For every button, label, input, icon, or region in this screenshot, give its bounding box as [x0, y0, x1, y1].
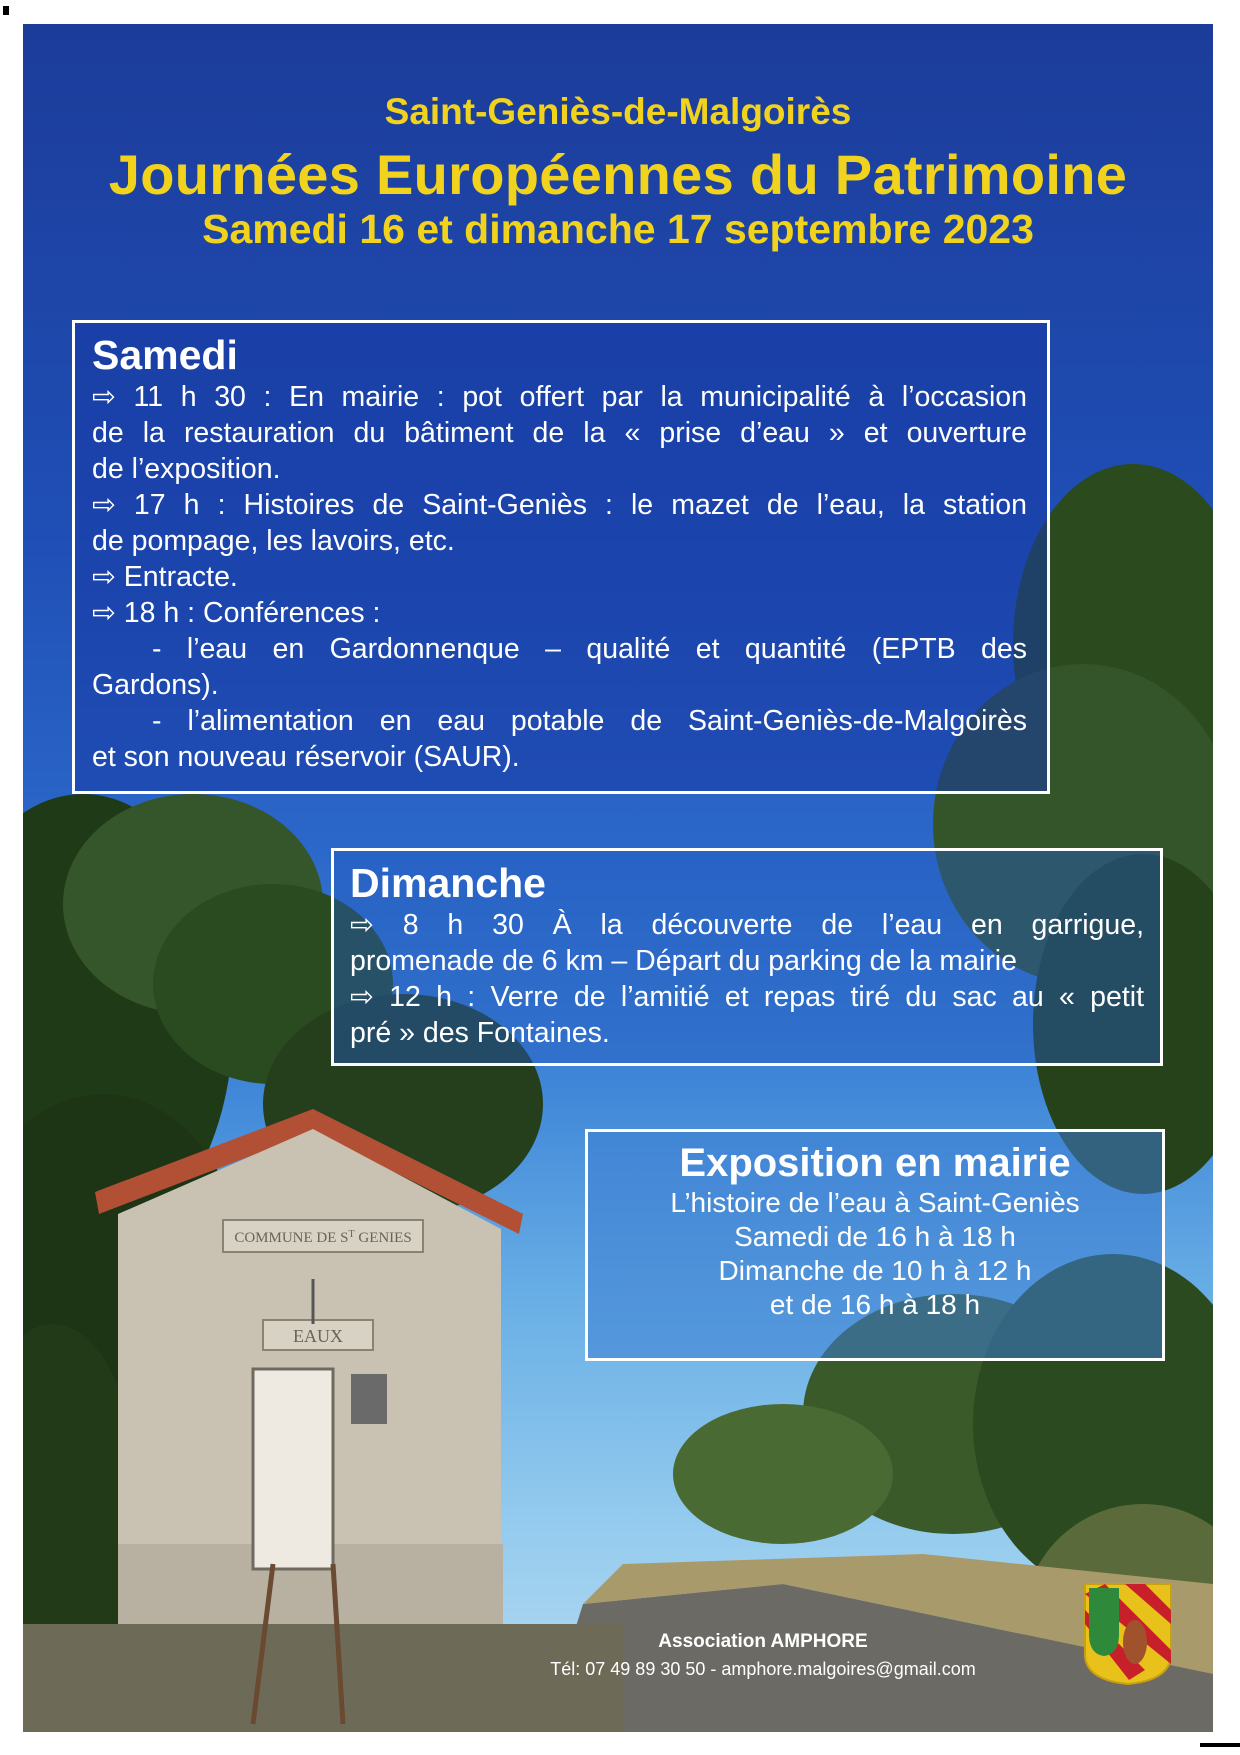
sign-commune: COMMUNE DE $S^T$ GENIES [234, 1228, 412, 1246]
samedi-line: ⇨ 18 h : Conférences : [92, 597, 381, 629]
samedi-line: de la restauration du bâtiment de la « prise d’eau » et ouverture [92, 417, 1027, 449]
coat-of-arms-logo [1085, 1584, 1171, 1684]
exposition-title: Exposition en mairie [679, 1141, 1071, 1185]
samedi-line: ⇨ 17 h : Histoires de Saint-Geniès : le mazet de l’eau, la station [92, 489, 1027, 521]
scan-mark-top-left [3, 6, 9, 15]
samedi-line: ⇨ 11 h 30 : En mairie : pot offert par la municipalité à l’occasion [92, 381, 1027, 413]
exposition-line: Samedi de 16 h à 18 h [734, 1221, 1016, 1252]
town-name: Saint-Geniès-de-Malgoirès [384, 91, 852, 132]
samedi-line: Gardons). [92, 669, 219, 701]
samedi-box [72, 320, 1050, 794]
dimanche-line: promenade de 6 km – Départ du parking de la mairie [350, 945, 1017, 977]
exposition-line: L’histoire de l’eau à Saint-Geniès [670, 1187, 1080, 1218]
association-contact: Tél: 07 49 89 30 50 - amphore.malgoires@gmail.com [550, 1659, 976, 1679]
exposition-line: Dimanche de 10 h à 12 h [718, 1255, 1032, 1286]
samedi-title: Samedi [92, 332, 238, 378]
samedi-line: de pompage, les lavoirs, etc. [92, 525, 455, 557]
exposition-box [585, 1129, 1165, 1361]
dimanche-line: ⇨ 8 h 30 À la découverte de l’eau en garrigue, [350, 909, 1144, 941]
event-dates: Samedi 16 et dimanche 17 septembre 2023 [202, 206, 1034, 252]
sign-eaux: EAUX [293, 1326, 343, 1346]
event-title: Journées Européennes du Patrimoine [108, 143, 1128, 206]
exposition-line: et de 16 h à 18 h [769, 1289, 981, 1320]
dimanche-line: ⇨ 12 h : Verre de l’amitié et repas tiré du sac au « petit [350, 981, 1144, 1013]
samedi-line: - l’eau en Gardonnenque – qualité et quantité (EPTB des [152, 633, 1027, 665]
dimanche-title: Dimanche [350, 860, 546, 906]
samedi-line: - l’alimentation en eau potable de Saint-Geniès-de-Malgoirès [152, 705, 1027, 737]
samedi-line: ⇨ Entracte. [92, 561, 238, 593]
scan-mark-bottom-right [1200, 1743, 1240, 1747]
poster [23, 24, 1213, 1732]
dimanche-box [331, 848, 1163, 1066]
samedi-line: et son nouveau réservoir (SAUR). [92, 741, 520, 773]
dimanche-line: pré » des Fontaines. [350, 1017, 610, 1049]
samedi-line: de l’exposition. [92, 453, 281, 485]
association-name: Association AMPHORE [658, 1631, 868, 1652]
